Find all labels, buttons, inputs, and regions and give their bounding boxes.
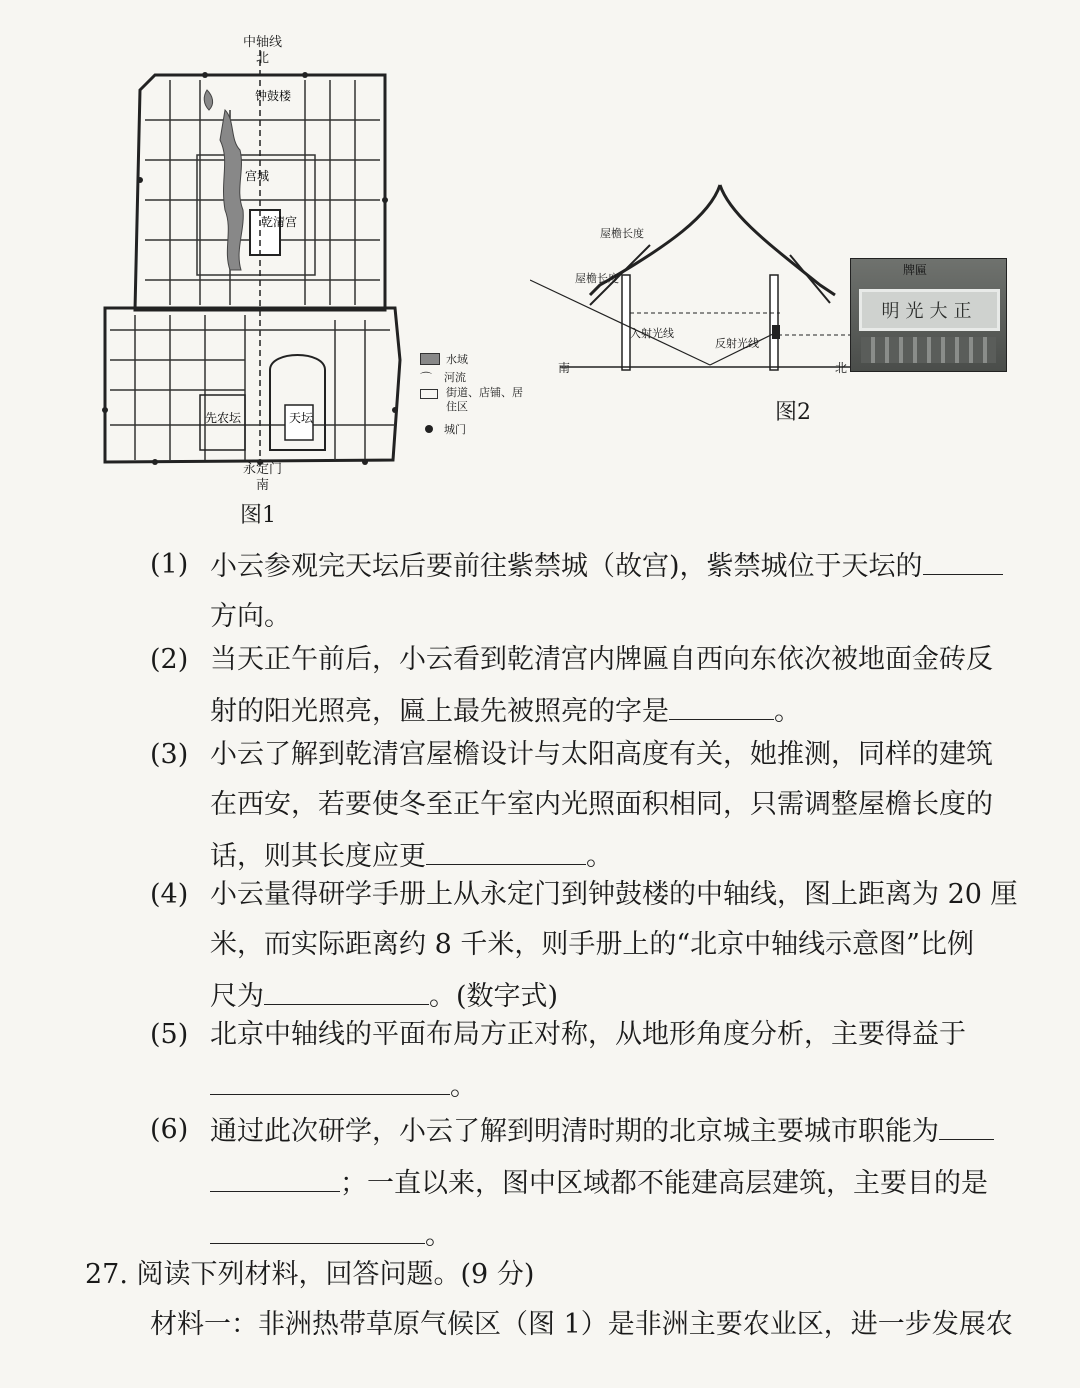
question-3-text-b: 在西安，若要使冬至正午室内光照面积相同，只需调整屋檐长度的 (210, 789, 993, 820)
answer-blank-3[interactable] (426, 830, 586, 865)
plaque-photo (850, 258, 1007, 372)
question-1-text-b: 方向。 (210, 601, 291, 632)
answer-blank-6b[interactable] (210, 1157, 340, 1192)
answer-blank-5[interactable] (210, 1060, 450, 1095)
plaque-title: 牌匾 (903, 263, 928, 277)
temple-heaven-label: 天坛 (289, 411, 314, 425)
gate-legend-icon (425, 425, 433, 433)
bell-tower-label: 钟鼓楼 (255, 89, 292, 103)
answer-blank-6c[interactable] (210, 1209, 425, 1244)
question-3 (150, 730, 1030, 882)
palace-city-label: 宫城 (245, 169, 270, 183)
question-3-text-a: 小云了解到乾清宫屋檐设计与太阳高度有关，她推测，同样的建筑 (210, 739, 993, 770)
river-legend-icon: ⌒ (420, 370, 433, 385)
water-legend-swatch (420, 353, 440, 365)
incoming-ray-label: 入射光线 (630, 327, 674, 340)
figure1-map (95, 30, 535, 500)
reflected-ray-label: 反射光线 (715, 337, 759, 350)
question-4 (150, 870, 1030, 1022)
question-3-text-d: 。 (586, 841, 613, 872)
question-2-number: (2) (150, 644, 189, 675)
question-1-number: (1) (150, 549, 189, 580)
north-marker: 北 (835, 361, 848, 375)
yongding-gate-label: 永定门 (242, 462, 282, 477)
question-2-text-b: 射的阳光照亮，匾上最先被照亮的字是 (210, 696, 669, 727)
question-2 (150, 635, 1030, 737)
south-label: 南 (255, 478, 269, 493)
question-4-text-a: 小云量得研学手册上从永定门到钟鼓楼的中轴线，图上距离为 20 厘 (210, 879, 1018, 910)
eave-lower-label: 屋檐长度 (575, 272, 619, 285)
figure1-caption: 图1 (240, 503, 276, 528)
question-6 (150, 1105, 1030, 1261)
eave-upper-label: 屋檐长度 (600, 227, 644, 240)
question-6-text-b: ；一直以来，图中区域都不能建高层建筑，主要目的是 (340, 1168, 988, 1199)
question-4-text-d: 。(数字式) (429, 981, 559, 1012)
question-3-number: (3) (150, 739, 189, 770)
question-1-text-a: 小云参观完天坛后要前往紫禁城（故宫)，紫禁城位于天坛的 (210, 551, 923, 582)
temple-agri-label: 先农坛 (205, 411, 242, 425)
question-1 (150, 540, 1030, 642)
figure2-diagram (530, 175, 850, 385)
legend-river: 河流 (444, 371, 466, 384)
question-27-material: 材料一：非洲热带草原气候区（图 1）是非洲主要农业区，进一步发展农 (150, 1309, 1013, 1340)
question-4-text-c: 尺为 (210, 981, 264, 1012)
question-5-text-b: 。 (450, 1071, 477, 1102)
question-5-number: (5) (150, 1019, 189, 1050)
answer-blank-4[interactable] (264, 970, 429, 1005)
legend-street: 街道、店铺、居住区 (446, 386, 523, 413)
question-6-text-c: 。 (425, 1220, 452, 1251)
question-27-title: 27. 阅读下列材料，回答问题。(9 分) (85, 1259, 535, 1290)
question-4-number: (4) (150, 879, 189, 910)
north-label: 北 (255, 51, 269, 66)
answer-blank-2[interactable] (669, 685, 774, 720)
legend-water: 水域 (446, 353, 468, 366)
question-5 (150, 1010, 1030, 1112)
question-2-text-c: 。 (774, 696, 801, 727)
question-6-number: (6) (150, 1114, 189, 1145)
question-4-text-b: 米，而实际距离约 8 千米，则手册上的“北京中轴线示意图”比例 (210, 929, 974, 960)
plaque-text: 明光大正 (881, 301, 978, 322)
question-6-text-a: 通过此次研学，小云了解到明清时期的北京城主要城市职能为 (210, 1116, 939, 1147)
street-legend-icon (420, 389, 438, 399)
question-5-text-a: 北京中轴线的平面布局方正对称，从地形角度分析，主要得益于 (210, 1019, 966, 1050)
axis-label: 中轴线 (242, 35, 282, 50)
south-marker: 南 (558, 361, 571, 375)
question-27 (85, 1250, 1045, 1350)
answer-blank-6a[interactable] (939, 1105, 994, 1140)
palace-inner-label: 乾清宫 (261, 215, 298, 229)
answer-blank-1[interactable] (923, 540, 1003, 575)
map-legend (420, 350, 535, 438)
legend-gate: 城门 (444, 423, 466, 436)
figure2-caption: 图2 (775, 400, 811, 425)
question-2-text-a: 当天正午前后，小云看到乾清宫内牌匾自西向东依次被地面金砖反 (210, 644, 993, 675)
question-3-text-c: 话，则其长度应更 (210, 841, 426, 872)
